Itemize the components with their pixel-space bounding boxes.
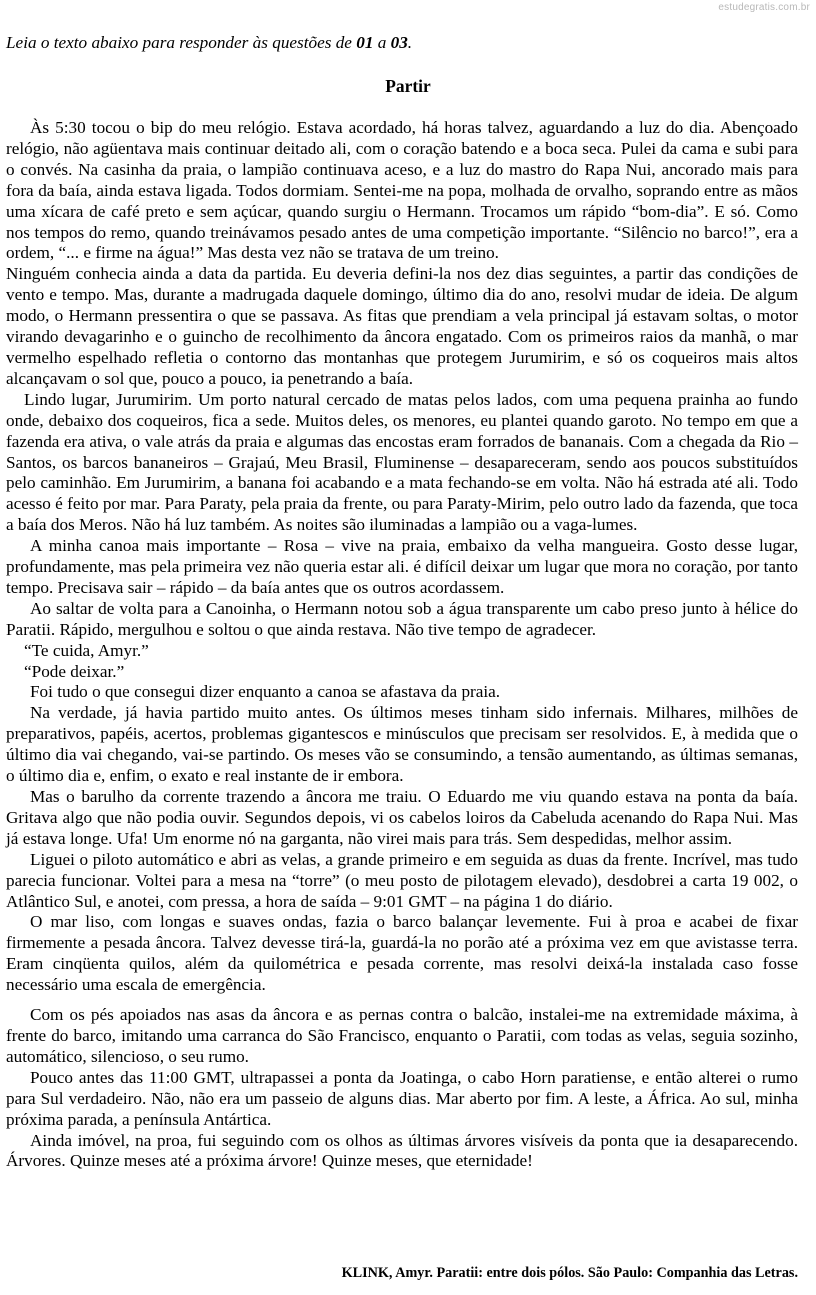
instruction-middle: a (373, 33, 391, 52)
watermark: estudegratis.com.br (718, 2, 810, 13)
dialogue-line: “Pode deixar.” (24, 661, 125, 681)
instruction-to: 03 (390, 33, 408, 52)
instruction-prefix: Leia o texto abaixo para responder às questões de (6, 33, 357, 52)
paragraph: Lindo lugar, Jurumirim. Um porto natural cercado de matas pelos lados, com uma pequena prainha ao fundo onde, debaixo dos coqueiros, fica a sede. Muitos deles, os menores, eu plantei quando garoto. No tempo em que a fazenda era ativa, o vale atrás da praia e algumas das encostas eram forrados de bananais. Com a chegada da Rio – Santos, os barcos bananeiros – Grajaú, Meu Brasil, Fluminense – desapareceram, sendo aos poucos substituídos pelo caminhão. Em Jurumirim, a banana foi acabando e a mata fechando-se em volta. Não há estrada até ali. Todo acesso é feito por mar. Para Paraty, pela praia da frente, ou para Paraty-Mirim, pelo outro lado da fazenda, que toca a baía dos Meros. Não há luz também. As noites são iluminadas a lampião ou a vaga-lumes. (6, 389, 798, 535)
text-body (6, 118, 798, 1172)
instruction (6, 33, 412, 53)
dialogue-line: “Te cuida, Amyr.” (24, 640, 149, 660)
paragraph: Ainda imóvel, na proa, fui seguindo com os olhos as últimas árvores visíveis da ponta que ia desaparecendo. Árvores. Quinze meses até a próxima árvore! Quinze meses, que eternidade! (6, 1130, 798, 1171)
paragraph: Foi tudo o que consegui dizer enquanto a canoa se afastava da praia. (30, 682, 501, 702)
instruction-from: 01 (356, 33, 374, 52)
instruction-suffix: . (407, 33, 413, 52)
paragraph: Às 5:30 tocou o bip do meu relógio. Estava acordado, há horas talvez, aguardando a luz do dia. Abençoado relógio, não agüentava mais continuar deitado ali, com o coração batendo e a boca seca. Pulei da cama e subi para o convés. Na casinha da praia, o lampião continuava aceso, e a luz do mastro do Rapa Nui, ancorado mais para fora da baía, ainda estava ligada. Todos dormiam. Sentei-me na popa, molhada de orvalho, soprando entre as mãos uma xícara de café preto e sem açúcar, quando surgiu o Hermann. Trocamos um rápido “bom-dia”. E só. Como nos tempos do remo, quando treinávamos pesado antes de uma competição importante. “Silêncio no barco!”, era a ordem, “... e firme na água!” Mas desta vez não se tratava de um treino. (6, 118, 798, 263)
paragraph: Ao saltar de volta para a Canoinha, o Hermann notou sob a água transparente um cabo preso junto à hélice do Paratii. Rápido, mergulhou e soltou o que ainda restava. Não tive tempo de agradecer. (6, 598, 798, 639)
paragraph: A minha canoa mais importante – Rosa – vive na praia, embaixo da velha mangueira. Gosto desse lugar, profundamente, mas pela primeira vez não queria estar ali. é difícil deixar um lugar que mora no coração, por tanto tempo. Precisava sair – rápido – da baía antes que os outros acordassem. (6, 536, 798, 597)
paragraph: Com os pés apoiados nas asas da âncora e as pernas contra o balcão, instalei-me na extremidade máxima, à frente do barco, imitando uma carranca do São Francisco, enquanto o Paratii, com todas as velas, seguia sozinho, automático, silencioso, o seu rumo. (6, 1005, 798, 1066)
text-title: Partir (385, 76, 431, 96)
bibliographic-reference: KLINK, Amyr. Paratii: entre dois pólos. São Paulo: Companhia das Letras. (341, 1265, 798, 1281)
paragraph: Liguei o piloto automático e abri as velas, a grande primeiro e em seguida as duas da frente. Incrível, mas tudo parecia funcionar. Voltei para a mesa na “torre” (o meu posto de pilotagem elevado), desdobrei a carta 19 002, o Atlântico Sul, e anotei, com pressa, a hora de saída – 9:01 GMT – na página 1 do diário. (6, 849, 798, 911)
paragraph: Mas o barulho da corrente trazendo a âncora me traiu. O Eduardo me viu quando estava na ponta da baía. Gritava algo que não podia ouvir. Segundos depois, vi os cabelos loiros da Cabeluda acenando do Rapa Nui. Mas já estava longe. Ufa! Um enorme nó na garganta, não virei mais para trás. Sem despedidas, melhor assim. (6, 787, 798, 848)
paragraph: O mar liso, com longas e suaves ondas, fazia o barco balançar levemente. Fui à proa e acabei de fixar firmemente a pesada âncora. Talvez devesse tirá-la, guardá-la no porão até a próxima vez em que avistasse terra. Eram cinqüenta quilos, além da quilométrica e pesada corrente, mas resolvi deixá-la instalada caso fosse necessário uma escala de emergência. (6, 912, 798, 995)
paragraph: Na verdade, já havia partido muito antes. Os últimos meses tinham sido infernais. Milhares, milhões de preparativos, papéis, acertos, problemas gigantescos e minúsculos que precisam ser resolvidos. E, à medida que o último dia vai chegando, vai-se partindo. Os meses vão se consumindo, a tensão aumentando, as últimas semanas, o último dia e, enfim, o exato e real instante de ir embora. (6, 703, 798, 786)
paragraph: Pouco antes das 11:00 GMT, ultrapassei a ponta da Joatinga, o cabo Horn paratiense, e então alterei o rumo para Sul verdadeiro. Não, não era um passeio de alguns dias. Mar aberto por fim. A leste, a África. Ao sul, minha próxima parada, a península Antártica. (6, 1067, 798, 1129)
paragraph: Ninguém conhecia ainda a data da partida. Eu deveria defini-la nos dez dias seguintes, a partir das condições de vento e tempo. Mas, durante a madrugada daquele domingo, último dia do ano, resolvi mudar de ideia. De algum modo, o Hermann pressentira o que se passava. As fitas que prendiam a vela principal já estavam soltas, o motor virando devagarinho e o guincho de recolhimento da âncora engatado. Com os primeiros raios da manhã, o mar vermelho espelhado refletia o contorno das montanhas que protegem Jurumirim, e só os coqueiros mais altos alcançavam o sol que, pouco a pouco, ia penetrando a baía. (6, 264, 798, 388)
